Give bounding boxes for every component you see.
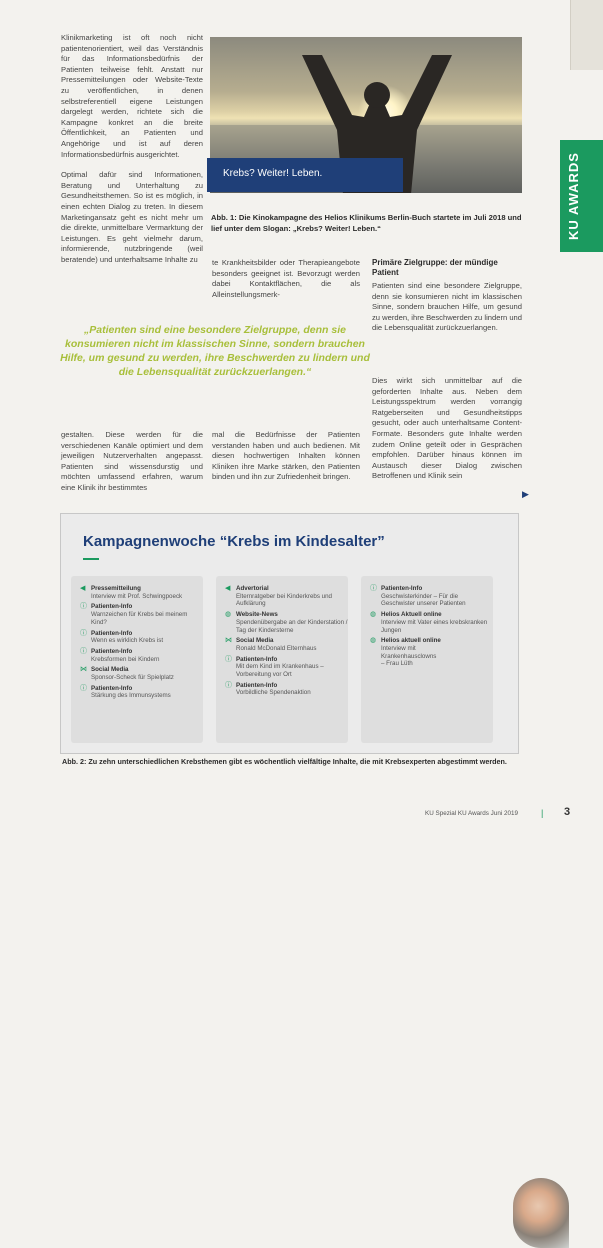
info-icon: ⓘ: [225, 655, 232, 663]
globe-icon: ◍: [225, 611, 232, 619]
schedule-item-title: Patienten-Info: [91, 629, 133, 637]
schedule-item: [370, 585, 493, 608]
figure-1-caption: Abb. 1: Die Kinokampagne des Helios Klinikums Berlin-Buch startete im Juli 2018 und lief unter dem Slogan: „Krebs? Weiter! Leben.“: [211, 213, 522, 233]
schedule-item-subtitle: Spendenübergabe an der Kinderstation / Tag der Kindersterne: [236, 618, 348, 634]
globe-icon: ◍: [370, 611, 377, 619]
ku-awards-tab: [560, 140, 603, 252]
column-3-paragraph-1: Patienten sind eine besondere Zielgruppe, denn sie konsumieren nicht im klassischen Sinne, sondern brauchen Hilfe, um gesund zu werden, ihre Beschwerden zu lindern und die Lebensqualität zurückzuerlangen.: [372, 281, 522, 333]
column-1-bottom: [61, 430, 203, 494]
megaphone-icon: ◀: [80, 585, 86, 592]
schedule-item-subtitle: Interview mit Prof. Schwingpoeck: [91, 592, 183, 600]
info-icon: ⓘ: [225, 681, 232, 689]
info-icon: ⓘ: [80, 647, 87, 655]
campaign-banner: [207, 158, 403, 192]
column-2-paragraph-2: mal die Bedürfnisse der Patienten verstanden haben und auch bedienen. Mit diesen hochwertigen Inhalten können Kliniken ihre Marke stärken, den Patienten binden und ihn zur Zufriedenheit bringen.: [212, 430, 360, 482]
schedule-item-title: Helios Aktuell online: [381, 611, 442, 619]
schedule-item: [370, 637, 493, 668]
column-3-paragraph-2: Dies wirkt sich unmittelbar auf die geforderten Inhalte aus. Neben dem Leistungsspektrum werden vorrangig Ratgeberseiten und Gesundheitstipps gesucht, oder auch unterhaltsame Content-Formate. Besonders gute Inhalte werden zudem Online geteilt oder in Gesprächen empfohlen. Darüber hinaus können im Austausch dieser Dialog zwischen Betroffenen und Klinik sein: [372, 376, 522, 481]
info-icon: ⓘ: [80, 603, 87, 611]
globe-icon: ◍: [370, 637, 377, 645]
schedule-item-title: Helios aktuell online: [381, 637, 441, 645]
schedule-item-subtitle: Sponsor-Scheck für Spielplatz: [91, 674, 174, 682]
schedule-item: [80, 630, 203, 645]
column-3-upper: [372, 281, 522, 334]
schedule-item-subtitle: Krebsformen bei Kindern: [91, 655, 160, 663]
share-icon: ⋈: [225, 637, 232, 645]
footer-separator: |: [541, 808, 544, 818]
schedule-item-subtitle: Geschwisterkinder – Für die Geschwister unserer Patienten: [381, 592, 466, 608]
schedule-column-1: [71, 576, 203, 743]
pull-quote: „Patienten sind eine besondere Zielgruppe, denn sie konsumieren nicht im klassischen Sinne, sondern brauchen Hilfe, um gesund zu werden, ihre Beschwerden zu lindern und die Lebensqualität zurückzuerlangen.“: [60, 324, 370, 378]
column-1-paragraph-2: Optimal dafür sind Informationen, Beratung und Unterhaltung zu Gesundheitsthemen. So ist es möglich, in einen echten Dialog zu treten. In diesem Marketingansatz geht es nicht mehr um die direkte, unmittelbare Vermarktung der Leistungen. Es geht vielmehr darum, informierende, nutzbringende (weil beratende) und unterhaltsame Inhalte zu: [61, 170, 203, 264]
banner-slogan: Krebs? Weiter! Leben.: [223, 168, 323, 179]
schedule-item-title: Patienten-Info: [91, 603, 133, 611]
info-icon: ⓘ: [80, 629, 87, 637]
ku-awards-label: KU AWARDS: [566, 152, 581, 240]
schedule-item: [225, 656, 348, 679]
info-icon: ⓘ: [370, 585, 377, 592]
schedule-item-title: Advertorial: [236, 585, 269, 592]
schedule-item: [225, 682, 348, 697]
schedule-item-subtitle: Ronald McDonald Elternhaus: [236, 644, 317, 652]
share-icon: ⋈: [80, 666, 87, 674]
column-2-bottom: [212, 430, 360, 483]
schedule-item: [225, 611, 348, 634]
section-heading: Primäre Zielgruppe: der mündige Patient: [372, 258, 498, 277]
schedule-column-3: [361, 576, 493, 743]
schedule-item-subtitle: Warnzeichen für Krebs bei meinem Kind?: [91, 611, 188, 626]
schedule-item-title: Patienten-Info: [91, 647, 133, 655]
schedule-item-title: Social Media: [91, 666, 129, 674]
schedule-item-subtitle: Wenn es wirklich Krebs ist: [91, 637, 164, 645]
schedule-item: [225, 585, 348, 608]
page-edge-tab: [570, 0, 603, 70]
column-1-paragraph-1: Klinikmarketing ist oft noch nicht patientenorientiert, weil das Verständnis für das Informationsbedürfnis der Patienten teilweise fehlt. Anstatt nur Pressemitteilungen oder Website-Texte zu veröffentlichen, in denen selbstreferentiell eigene Leistungen dargelegt werden, richtete sich die Kampagne konkret an die breite Öffentlichkeit, an Patienten und Angehörige und ist auf deren Informationsbedürfnis ausgerichtet.: [61, 33, 203, 159]
schedule-item-title: Patienten-Info: [381, 585, 423, 592]
column-2-top: [212, 258, 360, 300]
schedule-item-title: Website-News: [236, 611, 278, 619]
schedule-item: [80, 685, 203, 700]
column-3-lower: [372, 376, 522, 482]
page-number: 3: [564, 806, 571, 818]
column-1-paragraph-3: gestalten. Diese werden für die verschiedenen Kanäle optimiert und dem jeweiligen Nutzerverhalten angepasst. Patienten sind wissensdurstig und möchten umfassend erfahren, warum eine Klinik ihr bestimmtes: [61, 430, 203, 492]
column-2-paragraph-1: te Krankheitsbilder oder Therapieangebote besonders geeignet ist. Bevorzugt werden dabei Kontaktflächen, die als Alleinstellungsmerk-: [212, 258, 360, 299]
schedule-item: [80, 666, 203, 681]
continue-arrow-icon: ▶: [522, 489, 529, 499]
schedule-item-subtitle: Interview mit Vater eines krebskranken Jungen: [381, 618, 488, 634]
campaign-week-title: Kampagnenwoche “Krebs im Kindesalter”: [83, 533, 385, 550]
schedule-item-title: Social Media: [236, 637, 274, 645]
schedule-item-title: Patienten-Info: [236, 655, 278, 663]
schedule-item: [80, 603, 203, 626]
schedule-item-subtitle: Elternratgeber bei Kinderkrebs und Aufklärung: [236, 592, 332, 608]
footer-journal: KU Spezial KU Awards Juni 2019: [425, 810, 518, 817]
schedule-item-subtitle: Mit dem Kind im Krankenhaus – Vorbereitung vor Ort: [236, 663, 324, 679]
schedule-item: [80, 648, 203, 663]
column-1-top: [61, 33, 203, 265]
schedule-item-title: Pressemitteilung: [91, 585, 141, 592]
schedule-item: [225, 637, 348, 652]
schedule-column-2: [216, 576, 348, 743]
schedule-item-title: Patienten-Info: [91, 684, 133, 692]
schedule-item: [370, 611, 493, 634]
schedule-item-subtitle: Vorbildliche Spendenaktion: [236, 689, 311, 697]
megaphone-icon: ◀: [225, 585, 231, 592]
title-underline: [83, 558, 99, 560]
child-photo: [513, 1178, 569, 1248]
figure-2-caption: Abb. 2: Zu zehn unterschiedlichen Krebsthemen gibt es wöchentlich vielfältige Inhalte, die mit Krebsexperten abgestimmt werden.: [62, 757, 507, 766]
schedule-item-title: Patienten-Info: [236, 681, 278, 689]
info-icon: ⓘ: [80, 684, 87, 692]
campaign-week-box: [60, 513, 519, 754]
schedule-item-subtitle: Interview mit Krankenhausclowns – Frau Lüth: [381, 644, 437, 668]
schedule-item-subtitle: Stärkung des Immunsystems: [91, 692, 171, 700]
schedule-item: [80, 585, 203, 600]
